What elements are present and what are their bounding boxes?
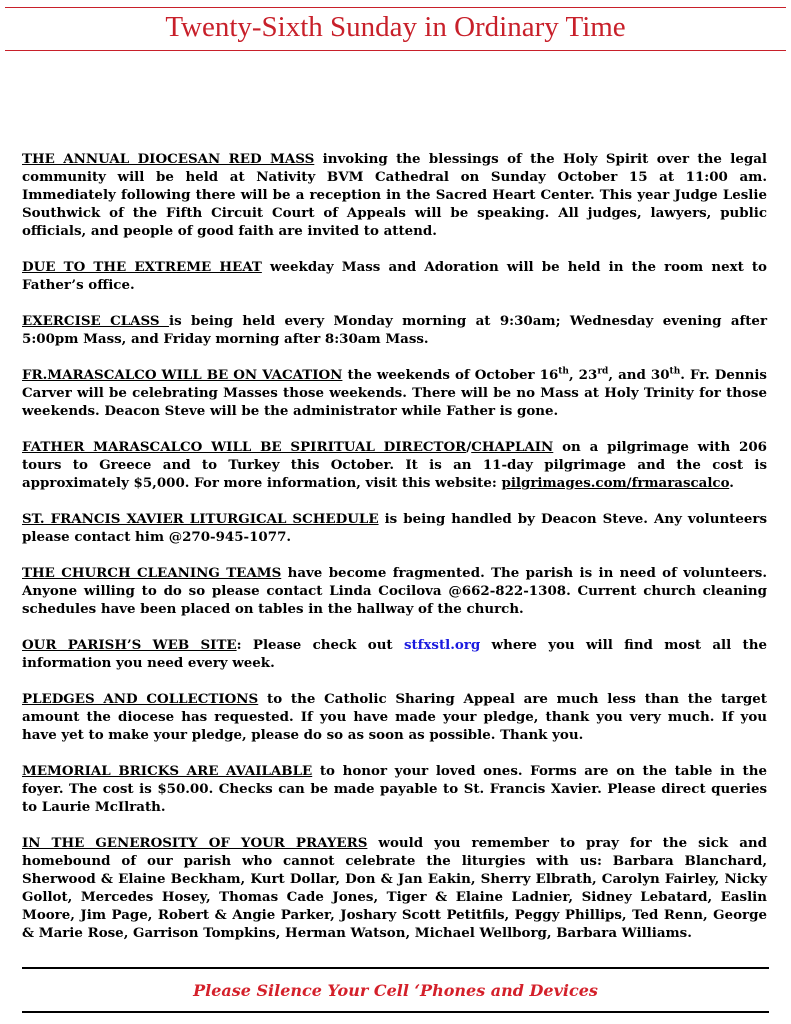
announcement-vacation: [22, 366, 767, 420]
announcement-text: is being handled by Deacon Steve. Any volunteers please contact him @270-945-1077.: [22, 511, 767, 545]
footer-top-rule: [22, 967, 769, 969]
announcement-heat: [22, 258, 767, 294]
announcement-text: , 23: [568, 367, 598, 383]
announcement-exercise: [22, 312, 767, 348]
announcement-text: is being held every Monday morning at 9:30am; Wednesday evening after 5:00pm Mass, and Friday morning after 8:30am Mass.: [22, 313, 768, 347]
announcement-heading: THE CHURCH CLEANING TEAMS: [22, 565, 282, 581]
announcement-heading: FATHER MARASCALCO WILL BE SPIRITUAL DIRECTOR: [22, 439, 467, 455]
announcement-cleaning: [22, 564, 767, 618]
announcement-text: the weekends of October 16: [342, 367, 559, 383]
footer-notice: Please Silence Your Cell ‘Phones and Devices: [193, 981, 598, 1000]
pilgrimage-website-link[interactable]: pilgrimages.com/frmarascalco: [501, 475, 730, 491]
announcement-text: on a pilgrimage with 206 tours to Greece and to Turkey this October. It is an 11-day pilgrimage and the cost is approximately $5,000. For more information, visit this website:: [22, 439, 767, 491]
bulletin-body: [22, 150, 767, 960]
announcement-text: . Fr. Dennis Carver will be celebrating Masses those weekends. There will be no Mass at Holy Trinity for those weekends. Deacon Steve will be the administrator while Father is gone.: [22, 367, 767, 419]
announcement-bricks: [22, 762, 767, 816]
announcement-text: to the Catholic Sharing Appeal are much less than the target amount the diocese has requested. If you have made your pledge, thank you very much. If you have yet to make your pledge, please do so as soon as possible. Thank you.: [22, 691, 767, 743]
announcement-text: : Please check out: [236, 637, 404, 653]
ordinal-suffix: th: [669, 366, 681, 377]
announcement-text: weekday Mass and Adoration will be held in the room next to Father’s office.: [22, 259, 767, 293]
announcement-liturgical: [22, 510, 767, 546]
parish-website-link[interactable]: stfxstl.org: [403, 637, 481, 653]
page-title: Twenty-Sixth Sunday in Ordinary Time: [165, 11, 626, 43]
announcement-text: , and 30: [608, 367, 670, 383]
announcement-heading: DUE TO THE EXTREME HEAT: [22, 259, 262, 275]
footer-bottom-rule: [22, 1011, 769, 1013]
title-top-rule: [5, 7, 786, 8]
announcement-prayers: [22, 834, 767, 942]
announcement-text: invoking the blessings of the Holy Spirit over the legal community will be held at Nativity BVM Cathedral on Sunday October 15 at 11:00 am. Immediately following there will be a reception in the Sacred Heart Center. This year Judge Leslie Southwick of the Fifth Circuit Court of Appeals will be speaking. All judges, lawyers, public officials, and people of good faith are invited to attend.: [22, 151, 767, 239]
announcement-heading: PLEDGES AND COLLECTIONS: [22, 691, 259, 707]
announcement-red-mass: [22, 150, 767, 240]
heading-slash: /: [466, 439, 472, 455]
announcement-pledges: [22, 690, 767, 744]
announcement-text: have become fragmented. The parish is in need of volunteers. Anyone willing to do so please contact Linda Cocilova @662-822-1308. Current church cleaning schedules have been placed on tables in the hallway of the church.: [22, 565, 767, 617]
announcement-text: where you will find most all the information you need every week.: [22, 637, 767, 671]
announcement-heading: MEMORIAL BRICKS ARE AVAILABLE: [22, 763, 313, 779]
announcement-pilgrimage: [22, 438, 767, 492]
ordinal-suffix: th: [558, 366, 569, 377]
announcement-heading: ST. FRANCIS XAVIER LITURGICAL SCHEDULE: [22, 511, 379, 527]
announcement-text: would you remember to pray for the sick and homebound of our parish who cannot celebrate the liturgies with us: Barbara Blanchard, Sherwood & Elaine Beckham, Kurt Dollar, Don & Jan Eakin, Sherry Elbrath, Carolyn Fairley, Nicky Gollot, Mercedes Hosey, Thomas Cade Jones, Tiger & Elaine Ladnier, Sidney Lebatard, Easlin Moore, Jim Page, Robert & Angie Parker, Joshary Scott Petitfils, Peggy Phillips, Ted Renn, George & Marie Rose, Garrison Tompkins, Herman Watson, Michael Wellborg, Barbara Williams.: [22, 835, 767, 941]
announcement-heading: THE ANNUAL DIOCESAN RED MASS: [22, 151, 315, 167]
announcement-text: to honor your loved ones. Forms are on the table in the foyer. The cost is $50.00. Checks can be made payable to St. Francis Xavier. Please direct queries to Laurie McIlrath.: [22, 763, 767, 815]
announcement-heading: OUR PARISH’S WEB SITE: [22, 637, 237, 653]
announcement-heading: FR.MARASCALCO WILL BE ON VACATION: [22, 367, 343, 383]
title-bottom-rule: [5, 50, 786, 51]
announcement-text: .: [729, 475, 734, 491]
announcement-heading: IN THE GENEROSITY OF YOUR PRAYERS: [22, 835, 368, 851]
announcement-website: [22, 636, 767, 672]
announcement-heading: CHAPLAIN: [471, 439, 554, 455]
ordinal-suffix: rd: [597, 366, 609, 377]
announcement-heading: EXERCISE CLASS: [22, 313, 169, 329]
